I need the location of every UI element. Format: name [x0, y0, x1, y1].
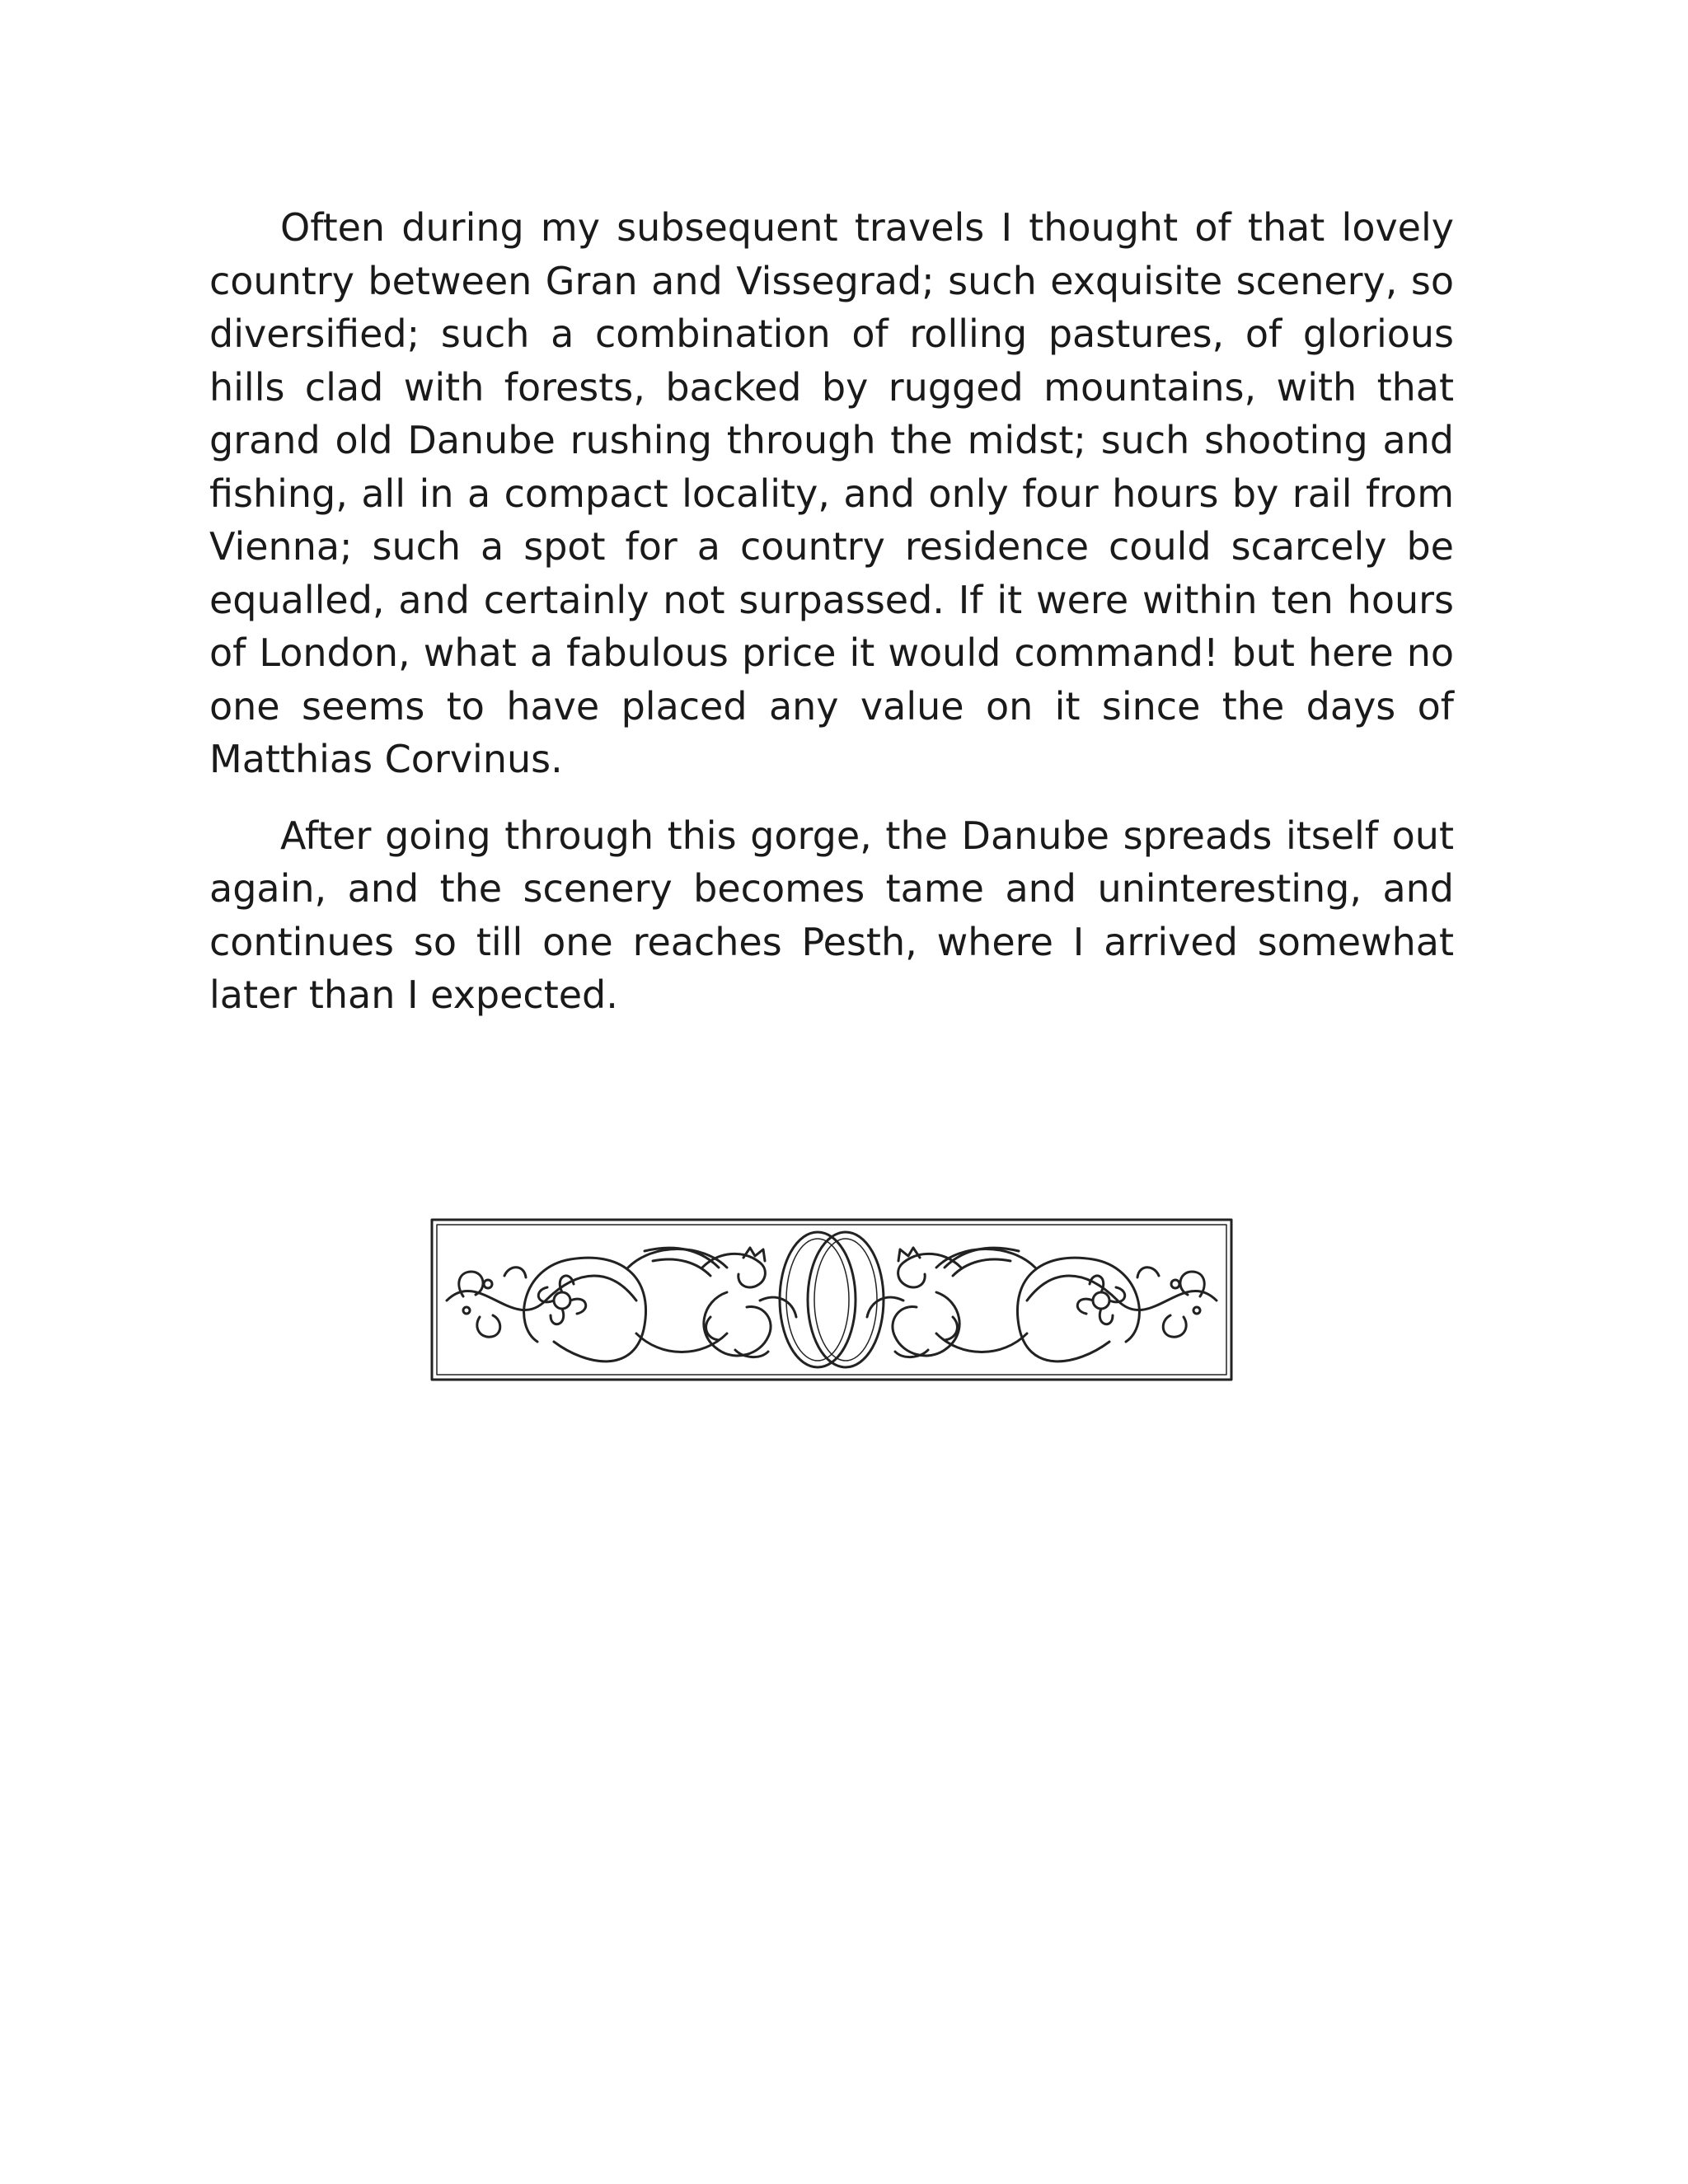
paragraph-2: After going through this gorge, the Danube spreads itself out again, and the scenery becomes tame and uninteresting, and continues so till one reaches Pesth, where I arrived somewhat later than I expected. — [209, 813, 1454, 1017]
body-text — [209, 201, 1454, 1045]
paragraph-1: Often during my subsequent travels I thought of that lovely country between Gran and Vissegrad; such exquisite scenery, so diversified; such a combination of rolling pastures, of glorious hills clad with forests, backed by rugged mountains, with that grand old Danube rushing through the midst; such shooting and fishing, all in a compact locality, and only four hours by rail from Vienna; such a spot for a country residence could scarcely be equalled, and certainly not surpassed. If it were within ten hours of London, what a fabulous price it would command! but here no one seems to have placed any value on it since the days of Matthias Corvinus. — [209, 205, 1454, 781]
dragon-floral-tailpiece-icon — [430, 1218, 1233, 1381]
